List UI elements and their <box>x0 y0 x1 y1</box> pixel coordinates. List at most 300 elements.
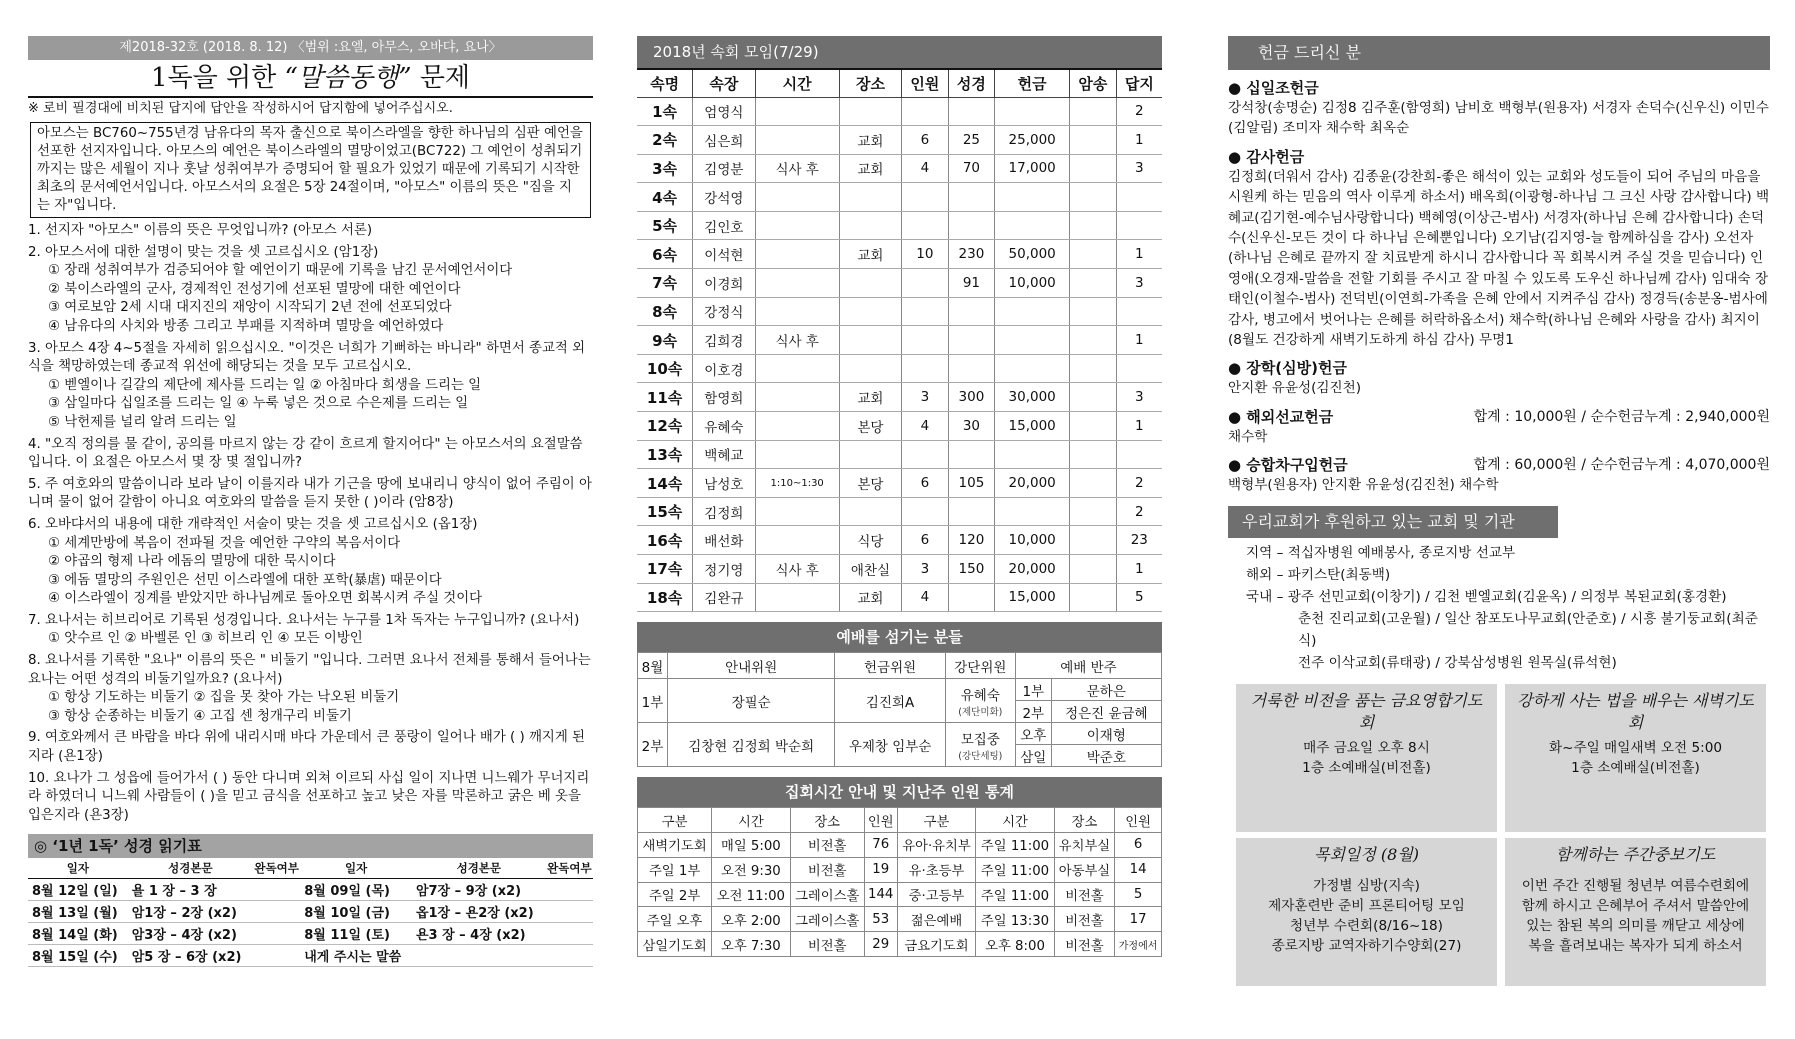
reading-cell: 8월 10일 (금) <box>300 900 412 922</box>
group-cell: 6 <box>902 126 949 155</box>
reading-cell <box>253 878 300 900</box>
acc-label: 오후 <box>1015 723 1051 745</box>
group-row <box>637 97 1162 126</box>
card-title: 거룩한 비전을 품는 금요영합기도회 <box>1250 690 1483 732</box>
stats-cell: 주일 11:00 <box>976 832 1054 857</box>
stats-cell: 53 <box>864 907 897 932</box>
stats-header: 구분 <box>638 808 712 833</box>
reading-cell <box>546 922 593 944</box>
card-line: 1층 소예배실(비전홀) <box>1302 759 1431 776</box>
group-cell: 1속 <box>637 97 693 126</box>
group-row <box>637 354 1162 383</box>
worship-servers-table <box>637 652 1162 767</box>
stats-cell: 14 <box>1115 857 1162 882</box>
reading-cell <box>546 944 593 966</box>
group-cell: 4속 <box>637 183 693 212</box>
title-rule <box>28 96 593 98</box>
group-cell: 3 <box>1116 269 1162 298</box>
question-list <box>28 222 593 828</box>
group-cell <box>1070 469 1117 498</box>
group-cell: 30,000 <box>995 383 1070 412</box>
question-item <box>28 436 593 473</box>
group-cell: 10 <box>902 240 949 269</box>
group-cell: 2 <box>1116 497 1162 526</box>
group-cell <box>755 240 839 269</box>
stats-cell: 매일 5:00 <box>712 832 790 857</box>
group-cell: 1 <box>1116 326 1162 355</box>
group-cell: 김완규 <box>693 583 755 612</box>
group-cell <box>755 211 839 240</box>
group-row <box>637 269 1162 298</box>
stats-row <box>638 832 1162 857</box>
group-cell <box>1070 126 1117 155</box>
group-cell <box>839 97 901 126</box>
group-cell: 강석영 <box>693 183 755 212</box>
support-line: 지역 – 적십자병원 예배봉사, 종로지방 선교부 <box>1246 544 1516 561</box>
group-cell: 230 <box>948 240 995 269</box>
group-cell <box>755 440 839 469</box>
group-cell <box>1070 497 1117 526</box>
group-cell <box>1070 211 1117 240</box>
group-cell: 엄영식 <box>693 97 755 126</box>
stats-cell: 비전홀 <box>1054 882 1114 907</box>
mission-names: 채수학 <box>1228 428 1268 445</box>
group-cell <box>948 326 995 355</box>
group-cell <box>755 183 839 212</box>
group-cell: 120 <box>948 526 995 555</box>
group-cell: 식사 후 <box>755 154 839 183</box>
group-cell: 남성호 <box>693 469 755 498</box>
group-cell <box>1070 269 1117 298</box>
stats-header: 구분 <box>897 808 976 833</box>
stats-cell: 오후 8:00 <box>976 932 1054 957</box>
group-cell <box>1070 412 1117 441</box>
card-line: 있는 참된 복의 의미를 깨닫고 세상에 <box>1526 917 1745 934</box>
card-title: 강하게 사는 법을 배우는 새벽기도회 <box>1517 690 1754 732</box>
reading-cell: 8월 12일 (일) <box>28 878 128 900</box>
stats-cell: 6 <box>1115 832 1162 857</box>
service-label: 1부 <box>638 679 668 723</box>
group-meeting-table <box>637 68 1162 612</box>
group-cell: 6 <box>902 469 949 498</box>
acc-name: 정은진 윤금혜 <box>1051 701 1161 723</box>
info-card <box>1505 838 1766 986</box>
stats-cell: 오전 9:30 <box>712 857 790 882</box>
mission-sum: 합계 : 10,000원 / 순수헌금누계 : 2,940,000원 <box>1473 408 1770 425</box>
question-option: ④ 이스라엘이 징계를 받았지만 하나님께로 돌아오면 회복시켜 주실 것이다 <box>48 591 483 607</box>
group-cell: 1 <box>1116 412 1162 441</box>
group-cell <box>755 269 839 298</box>
stats-cell: 비전홀 <box>790 932 864 957</box>
van-names: 백형부(원용자) 안지환 유윤성(김진천) 채수학 <box>1228 477 1499 494</box>
support-line: 해외 – 파키스탄(최동백) <box>1246 566 1391 583</box>
question-item <box>28 222 593 241</box>
tithe-heading: ● 십일조헌금 <box>1228 79 1319 97</box>
reading-cell: 8월 13일 (월) <box>28 900 128 922</box>
group-cell: 15속 <box>637 497 693 526</box>
group-header: 시간 <box>755 69 839 97</box>
group-cell <box>1070 583 1117 612</box>
group-cell: 2속 <box>637 126 693 155</box>
group-cell <box>995 326 1070 355</box>
stats-cell: 주일 13:30 <box>976 907 1054 932</box>
group-cell: 강정식 <box>693 297 755 326</box>
usher-cell: 장필순 <box>667 679 835 723</box>
group-row <box>637 383 1162 412</box>
stats-cell: 젊은예배 <box>897 907 976 932</box>
card-line: 이번 주간 진행될 청년부 여름수련회에 <box>1521 877 1750 894</box>
group-header: 암송 <box>1070 69 1117 97</box>
group-column <box>637 36 1162 957</box>
stats-header: 인원 <box>864 808 897 833</box>
group-cell: 5속 <box>637 211 693 240</box>
group-cell: 김정희 <box>693 497 755 526</box>
reading-cell <box>412 944 546 966</box>
group-cell: 식사 후 <box>755 555 839 584</box>
question-option: ② 야곱의 형제 나라 에돔의 멸망에 대한 묵시이다 <box>48 554 336 570</box>
group-cell: 본당 <box>839 412 901 441</box>
group-row <box>637 183 1162 212</box>
group-cell <box>839 297 901 326</box>
stats-cell: 새벽기도회 <box>638 832 712 857</box>
reading-header: 일자 <box>28 858 128 878</box>
group-cell: 25,000 <box>995 126 1070 155</box>
card-line: 청년부 수련회(8/16~18) <box>1290 917 1443 934</box>
reading-header: 완독여부 <box>546 858 593 878</box>
group-cell: 식당 <box>839 526 901 555</box>
group-cell: 20,000 <box>995 469 1070 498</box>
group-cell <box>755 354 839 383</box>
group-cell: 11속 <box>637 383 693 412</box>
group-cell: 105 <box>948 469 995 498</box>
question-option: ④ 남유다의 사치와 방종 그리고 부패를 지적하며 멸망을 예언하였다 <box>48 318 444 334</box>
reading-cell: 8월 14일 (화) <box>28 922 128 944</box>
group-cell <box>839 183 901 212</box>
scholarship-names: 안지환 유윤성(김진천) <box>1228 380 1362 397</box>
question-option: ② 북이스라엘의 군사, 경제적인 전성기에 선포된 멸망에 대한 예언이다 <box>48 281 461 297</box>
issue-header: 제2018-32호 (2018. 8. 12) 〈범위 :요엘, 아무스, 오바댜, 요나〉 <box>28 36 593 60</box>
group-cell <box>1070 383 1117 412</box>
question-option: ① 항상 기도하는 비둘기 ② 집을 못 찾아 가는 낙오된 비둘기 <box>48 690 400 706</box>
info-card <box>1236 838 1497 986</box>
stats-cell: 그레이스홀 <box>790 882 864 907</box>
reading-cell <box>546 900 593 922</box>
group-cell: 식사 후 <box>755 326 839 355</box>
group-cell: 17속 <box>637 555 693 584</box>
acc-label: 2부 <box>1015 701 1051 723</box>
stats-cell: 오전 11:00 <box>712 882 790 907</box>
group-cell: 14속 <box>637 469 693 498</box>
group-header: 장소 <box>839 69 901 97</box>
usher-cell: 김창현 김정희 박순희 <box>667 723 835 767</box>
question-option: ① 장래 성취여부가 검증되어야 할 예언이기 때문에 기록을 남긴 문서예언서이다 <box>48 263 513 279</box>
group-cell <box>995 211 1070 240</box>
quiz-column <box>28 36 593 967</box>
support-title: 우리교회가 후원하고 있는 교회 및 기관 <box>1228 506 1558 538</box>
stats-cell: 금요기도회 <box>897 932 976 957</box>
group-cell <box>948 297 995 326</box>
group-cell <box>995 97 1070 126</box>
group-cell <box>902 269 949 298</box>
meeting-stats-table <box>637 807 1162 957</box>
worship-servers-title: 예배를 섬기는 분들 <box>637 622 1162 652</box>
question-text: 4. "오직 정의를 물 같이, 공의를 마르지 않는 강 같이 흐르게 할지어다" 는 아모스서의 요절말씀입니다. 이 요절은 아모스서 몇 장 몇 절입니까? <box>28 436 583 471</box>
acc-name: 문하은 <box>1051 679 1161 701</box>
support-line: 국내 – 광주 선민교회(이창기) / 김천 벧엘교회(김윤옥) / 의정부 복된교회(홍경환) <box>1246 588 1727 605</box>
group-cell <box>755 383 839 412</box>
group-cell: 8속 <box>637 297 693 326</box>
stats-header: 인원 <box>1115 808 1162 833</box>
card-line: 화~주일 매일새벽 오전 5:00 <box>1548 739 1723 756</box>
group-cell <box>755 126 839 155</box>
card-line: 가정별 심방(지속) <box>1313 877 1420 894</box>
group-cell: 3 <box>902 383 949 412</box>
group-cell <box>755 497 839 526</box>
intro-box: 아모스는 BC760~755년경 남유다의 목자 출신으로 북이스라엘을 향한 하나님의 심판 예언을 선포한 선지자입니다. 아모스의 예언은 북이스라엘의 멸망이었고(BC722) 그 예언이 성취되기 까지는 많은 세월이 지나 훗날 성취여부가 증명되어 할 필요가 있었기 때문에 기록되기 시작한 최초의 문서예언서입니다. 아모스서의 요절은 5장 24절이며, "아모스" 이름의 뜻은 "짐을 지는 자"입니다. <box>30 122 591 218</box>
group-cell: 91 <box>948 269 995 298</box>
question-option: ① 앗수르 인 ② 바벨론 인 ③ 히브리 인 ④ 모든 이방인 <box>48 631 363 647</box>
worship-header: 8월 <box>638 653 668 679</box>
stats-cell: 주일 오후 <box>638 907 712 932</box>
stats-cell: 5 <box>1115 882 1162 907</box>
group-cell: 300 <box>948 383 995 412</box>
group-cell: 이호경 <box>693 354 755 383</box>
group-cell: 3 <box>1116 383 1162 412</box>
group-cell: 13속 <box>637 440 693 469</box>
support-list <box>1228 542 1770 674</box>
group-cell <box>995 297 1070 326</box>
stats-cell: 삼일기도회 <box>638 932 712 957</box>
stats-cell: 중·고등부 <box>897 882 976 907</box>
group-cell <box>902 183 949 212</box>
support-line: 춘천 진리교회(고운월) / 일산 참포도나무교회(안준호) / 시흥 불기둥교회(최준식) <box>1298 610 1758 649</box>
question-option: ⑤ 낙헌제를 널리 알려 드리는 일 <box>48 414 237 430</box>
group-cell <box>839 497 901 526</box>
reading-row <box>28 922 593 944</box>
group-cell <box>902 211 949 240</box>
question-item <box>28 729 593 766</box>
support-line: 전주 이삭교회(류태광) / 강북삼성병원 원목실(류석현) <box>1298 654 1617 671</box>
question-item <box>28 612 593 649</box>
group-cell <box>995 354 1070 383</box>
group-cell <box>902 297 949 326</box>
group-row <box>637 555 1162 584</box>
group-cell <box>1070 240 1117 269</box>
group-cell <box>948 354 995 383</box>
meeting-stats-title: 집회시간 안내 및 지난주 인원 통계 <box>637 777 1162 807</box>
question-text: 7. 요나서는 히브리어로 기록된 성경입니다. 요나서는 누구를 1차 독자는 누구입니까? (요나서) <box>28 612 580 628</box>
group-cell: 5 <box>1116 583 1162 612</box>
group-cell <box>1070 183 1117 212</box>
acc-name: 이재형 <box>1051 723 1161 745</box>
group-cell: 3 <box>1116 154 1162 183</box>
reading-header: 성경본문 <box>412 858 546 878</box>
group-cell <box>755 526 839 555</box>
group-cell: 김희경 <box>693 326 755 355</box>
group-cell: 150 <box>948 555 995 584</box>
question-item <box>28 516 593 609</box>
tithe-names: 강석창(송명순) 김정8 김주훈(함영희) 남비호 백형부(원용자) 서경자 손덕수(신우신) 이민수(김알림) 조미자 채수학 최옥순 <box>1228 100 1769 137</box>
group-row <box>637 211 1162 240</box>
van-sum: 합계 : 60,000원 / 순수헌금누계 : 4,070,000원 <box>1473 457 1770 474</box>
group-cell: 함영희 <box>693 383 755 412</box>
offering-cell: 우제창 임부순 <box>835 723 945 767</box>
group-cell: 백혜교 <box>693 440 755 469</box>
mission-heading: 합계 : 10,000원 / 순수헌금누계 : 2,940,000원 ● 해외선교헌금 <box>1228 407 1770 426</box>
group-header: 답지 <box>1116 69 1162 97</box>
card-line: 종로지방 교역자하기수양회(27) <box>1271 937 1462 954</box>
group-cell: 15,000 <box>995 583 1070 612</box>
stats-cell: 144 <box>864 882 897 907</box>
group-cell: 10,000 <box>995 269 1070 298</box>
reading-cell <box>253 944 300 966</box>
group-cell <box>995 497 1070 526</box>
group-cell <box>1070 326 1117 355</box>
group-cell <box>995 183 1070 212</box>
reading-cell: 암7장 – 9장 (x2) <box>412 878 546 900</box>
question-text: 6. 오바댜서의 내용에 대한 개략적인 서술이 맞는 것을 셋 고르십시오 (옵1장) <box>28 516 478 532</box>
card-line: 매주 금요일 오후 8시 <box>1303 739 1430 756</box>
stats-header: 장소 <box>1054 808 1114 833</box>
group-cell <box>1070 97 1117 126</box>
group-cell <box>755 297 839 326</box>
worship-header: 안내위원 <box>667 653 835 679</box>
group-cell <box>948 211 995 240</box>
acc-label: 삼일 <box>1015 745 1051 767</box>
reading-cell: 8월 09일 (목) <box>300 878 412 900</box>
group-cell <box>755 583 839 612</box>
group-cell <box>902 354 949 383</box>
group-cell: 유혜숙 <box>693 412 755 441</box>
question-item <box>28 244 593 337</box>
group-cell: 20,000 <box>995 555 1070 584</box>
acc-label: 1부 <box>1015 679 1051 701</box>
group-cell: 17,000 <box>995 154 1070 183</box>
group-cell <box>1116 354 1162 383</box>
stats-header: 시간 <box>712 808 790 833</box>
stats-cell: 주일 11:00 <box>976 857 1054 882</box>
group-cell: 12속 <box>637 412 693 441</box>
question-option: ③ 항상 순종하는 비둘기 ④ 고집 센 청개구리 비둘기 <box>48 708 352 724</box>
group-cell: 심은희 <box>693 126 755 155</box>
group-row <box>637 526 1162 555</box>
group-cell <box>1116 440 1162 469</box>
question-option: ③ 삼일마다 십일조를 드리는 일 ④ 누룩 넣은 것으로 수은제를 드리는 일 <box>48 396 469 412</box>
group-cell: 1:10~1:30 <box>755 469 839 498</box>
answer-note: ※ 로비 필경대에 비치된 답지에 답안을 작성하시어 답지함에 넣어주십시오. <box>28 101 453 116</box>
question-text: 2. 아모스서에 대한 설명이 맞는 것을 셋 고르십시오 (암1장) <box>28 244 379 260</box>
reading-cell <box>253 922 300 944</box>
group-cell: 2 <box>1116 97 1162 126</box>
group-cell: 교회 <box>839 240 901 269</box>
reading-header: 성경본문 <box>128 858 253 878</box>
question-item <box>28 340 593 433</box>
card-line: 함께 하시고 은혜부어 주셔서 말씀안에 <box>1521 897 1750 914</box>
question-gap <box>28 825 593 828</box>
question-text: 10. 요나가 그 성읍에 들어가서 ( ) 동안 다니며 외쳐 이르되 사십 일이 지나면 니느웨가 무너지리라 하였더니 니느웨 사람들이 ( )을 믿고 금식을 선포하고 높고 낮은 자를 막론하고 굵은 베 옷을 입은지라 (욘3장) <box>28 770 590 823</box>
group-cell <box>1116 183 1162 212</box>
stats-cell: 유아·유치부 <box>897 832 976 857</box>
group-cell: 10속 <box>637 354 693 383</box>
reading-cell: 내게 주시는 말씀 <box>300 944 412 966</box>
group-header: 헌금 <box>995 69 1070 97</box>
group-cell: 1 <box>1116 240 1162 269</box>
group-cell <box>755 97 839 126</box>
question-item <box>28 770 593 826</box>
group-meeting-title: 2018년 속회 모임(7/29) <box>637 36 1162 68</box>
group-cell <box>995 440 1070 469</box>
group-cell: 애찬실 <box>839 555 901 584</box>
group-cell: 10,000 <box>995 526 1070 555</box>
group-cell: 6속 <box>637 240 693 269</box>
offering-column <box>1228 36 1770 986</box>
group-cell <box>948 183 995 212</box>
group-cell <box>948 583 995 612</box>
group-cell: 4 <box>902 583 949 612</box>
reading-cell: 암1장 – 2장 (x2) <box>128 900 253 922</box>
question-item <box>28 652 593 726</box>
offering-cell: 김진희A <box>835 679 945 723</box>
stats-cell: 비전홀 <box>1054 932 1114 957</box>
card-title: 함께하는 주간중보기도 <box>1555 844 1716 864</box>
pulpit-cell: 모집중 (강단세팅) <box>945 723 1015 767</box>
question-text: 8. 요나서를 기록한 "요나" 이름의 뜻은 " 비둘기 "입니다. 그러면 요나서 전체를 통해서 들어나는 요나는 어떤 성격의 비둘기일까요? (요나서) <box>28 653 591 687</box>
group-cell <box>902 326 949 355</box>
group-cell: 교회 <box>839 154 901 183</box>
reading-cell: 욘3 장 – 4장 (x2) <box>412 922 546 944</box>
group-cell <box>1070 154 1117 183</box>
group-cell <box>1116 297 1162 326</box>
question-option: ① 세계만방에 복음이 전파될 것을 예언한 구약의 복음서이다 <box>48 535 401 551</box>
group-cell <box>839 326 901 355</box>
group-header: 인원 <box>902 69 949 97</box>
group-cell: 김인호 <box>693 211 755 240</box>
van-heading: 합계 : 60,000원 / 순수헌금누계 : 4,070,000원 ● 승합차구입헌금 <box>1228 456 1770 475</box>
group-cell: 4 <box>902 412 949 441</box>
question-text: 9. 여호와께서 큰 바람을 바다 위에 내리시매 바다 가운데서 큰 풍랑이 일어나 배가 ( ) 깨지게 된지라 (욘1장) <box>28 730 585 765</box>
group-cell: 3속 <box>637 154 693 183</box>
group-cell <box>1070 440 1117 469</box>
thanks-heading: ● 감사헌금 <box>1228 147 1305 166</box>
group-cell: 이경희 <box>693 269 755 298</box>
stats-cell: 29 <box>864 932 897 957</box>
stats-cell: 17 <box>1115 907 1162 932</box>
stats-cell: 유·초등부 <box>897 857 976 882</box>
group-cell <box>755 412 839 441</box>
group-header: 속장 <box>693 69 755 97</box>
group-cell <box>839 440 901 469</box>
info-cards <box>1228 684 1770 986</box>
info-card <box>1236 684 1497 832</box>
group-cell: 9속 <box>637 326 693 355</box>
reading-header: 완독여부 <box>253 858 300 878</box>
group-cell: 교회 <box>839 126 901 155</box>
group-cell: 25 <box>948 126 995 155</box>
reading-cell: 암5 장 – 6장 (x2) <box>128 944 253 966</box>
group-cell: 3 <box>902 555 949 584</box>
group-cell: 18속 <box>637 583 693 612</box>
reading-cell: 8월 15일 (수) <box>28 944 128 966</box>
group-cell: 배선화 <box>693 526 755 555</box>
stats-cell: 주일 1부 <box>638 857 712 882</box>
group-header: 성경 <box>948 69 995 97</box>
reading-cell <box>546 878 593 900</box>
group-row <box>637 297 1162 326</box>
group-row <box>637 240 1162 269</box>
acc-name: 박준호 <box>1051 745 1161 767</box>
stats-cell: 가정에서 <box>1115 932 1162 957</box>
question-item <box>28 476 593 513</box>
